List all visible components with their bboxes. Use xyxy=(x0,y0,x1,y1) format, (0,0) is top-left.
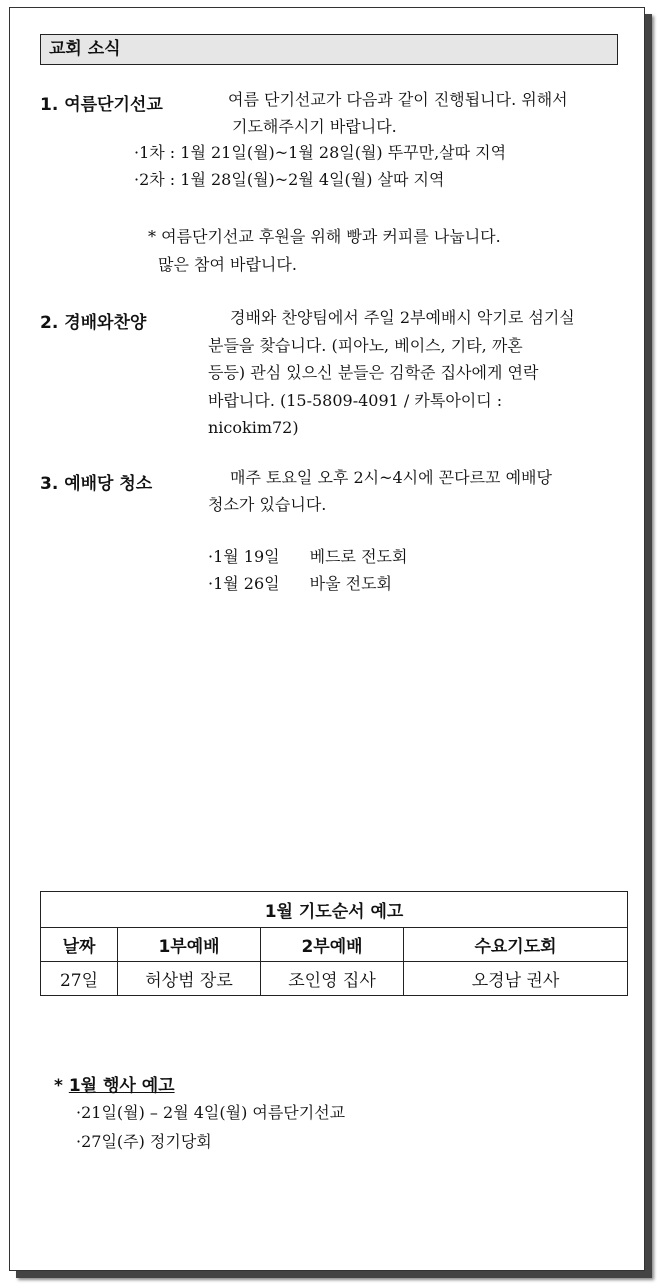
table-cell: 27일 xyxy=(41,962,118,996)
column-header: 2부예배 xyxy=(261,928,404,962)
item-3-description xyxy=(208,465,552,518)
table-header-row xyxy=(41,928,628,962)
item-2-description xyxy=(208,304,575,442)
cleaning-date: ·1월 19일 xyxy=(208,547,280,566)
cleaning-date: ·1월 26일 xyxy=(208,574,280,593)
table-cell: 허상범 장로 xyxy=(118,962,261,996)
item-2-line: 분들을 찾습니다. (피아노, 베이스, 기타, 까혼 xyxy=(208,335,523,355)
table-title: 1월 기도순서 예고 xyxy=(41,892,628,928)
cleaning-group: 베드로 전도회 xyxy=(309,547,408,566)
item-3-heading: 3. 예배당 청소 xyxy=(40,474,153,494)
event-item: ·27일(주) 정기당회 xyxy=(76,1132,212,1151)
table-cell: 조인영 집사 xyxy=(261,962,404,996)
item-2-line: 경배와 찬양팀에서 주일 2부예배시 악기로 섬기실 xyxy=(230,308,575,327)
schedule-line: ·2차 : 1월 28일(월)~2월 4일(월) 살따 지역 xyxy=(134,169,445,189)
item-1-heading: 1. 여름단기선교 xyxy=(40,95,163,115)
note-line: * 여름단기선교 후원을 위해 빵과 커피를 나눕니다. xyxy=(148,227,501,246)
events-heading xyxy=(54,1071,175,1096)
item-2-line: 등등) 관심 있으신 분들은 김학준 집사에게 연락 xyxy=(208,363,539,382)
item-1-line: 기도해주시기 바랍니다. xyxy=(232,116,397,136)
item-3-line: 매주 토요일 오후 2시~4시에 꼰다르꼬 예배당 xyxy=(230,468,552,487)
cleaning-group: 바울 전도회 xyxy=(309,574,392,593)
bulletin-page xyxy=(9,7,645,1271)
column-header: 1부예배 xyxy=(118,928,261,962)
events-title: 1월 행사 예고 xyxy=(68,1076,175,1096)
table-cell: 오경남 권사 xyxy=(404,962,628,996)
item-2-line: 바랍니다. (15-5809-4091 / 카톡아이디 : xyxy=(208,390,503,410)
cleaning-row xyxy=(208,570,407,597)
item-2-heading: 2. 경배와찬양 xyxy=(40,313,147,333)
note-line: 많은 참여 바랍니다. xyxy=(158,255,297,274)
events-list xyxy=(76,1098,345,1156)
item-1-description xyxy=(228,87,568,140)
item-1-schedule xyxy=(134,140,506,193)
item-2-line: nicokim72) xyxy=(208,418,299,437)
item-1-line: 여름 단기선교가 다음과 같이 진행됩니다. 위해서 xyxy=(228,90,568,109)
column-header: 수요기도회 xyxy=(404,928,628,962)
schedule-line: ·1차 : 1월 21일(월)~1월 28일(월) 뚜꾸만,살따 지역 xyxy=(134,143,507,162)
event-item: ·21일(월) – 2월 4일(월) 여름단기선교 xyxy=(76,1103,346,1122)
column-header: 날짜 xyxy=(41,928,118,962)
item-3-schedule xyxy=(208,543,407,597)
item-3-line: 청소가 있습니다. xyxy=(208,494,327,514)
item-1-note xyxy=(148,223,501,279)
table-row xyxy=(41,962,628,996)
events-star: * xyxy=(54,1076,63,1096)
section-header: 교회 소식 xyxy=(40,34,618,65)
prayer-schedule-table xyxy=(40,891,628,996)
cleaning-row xyxy=(208,543,407,570)
